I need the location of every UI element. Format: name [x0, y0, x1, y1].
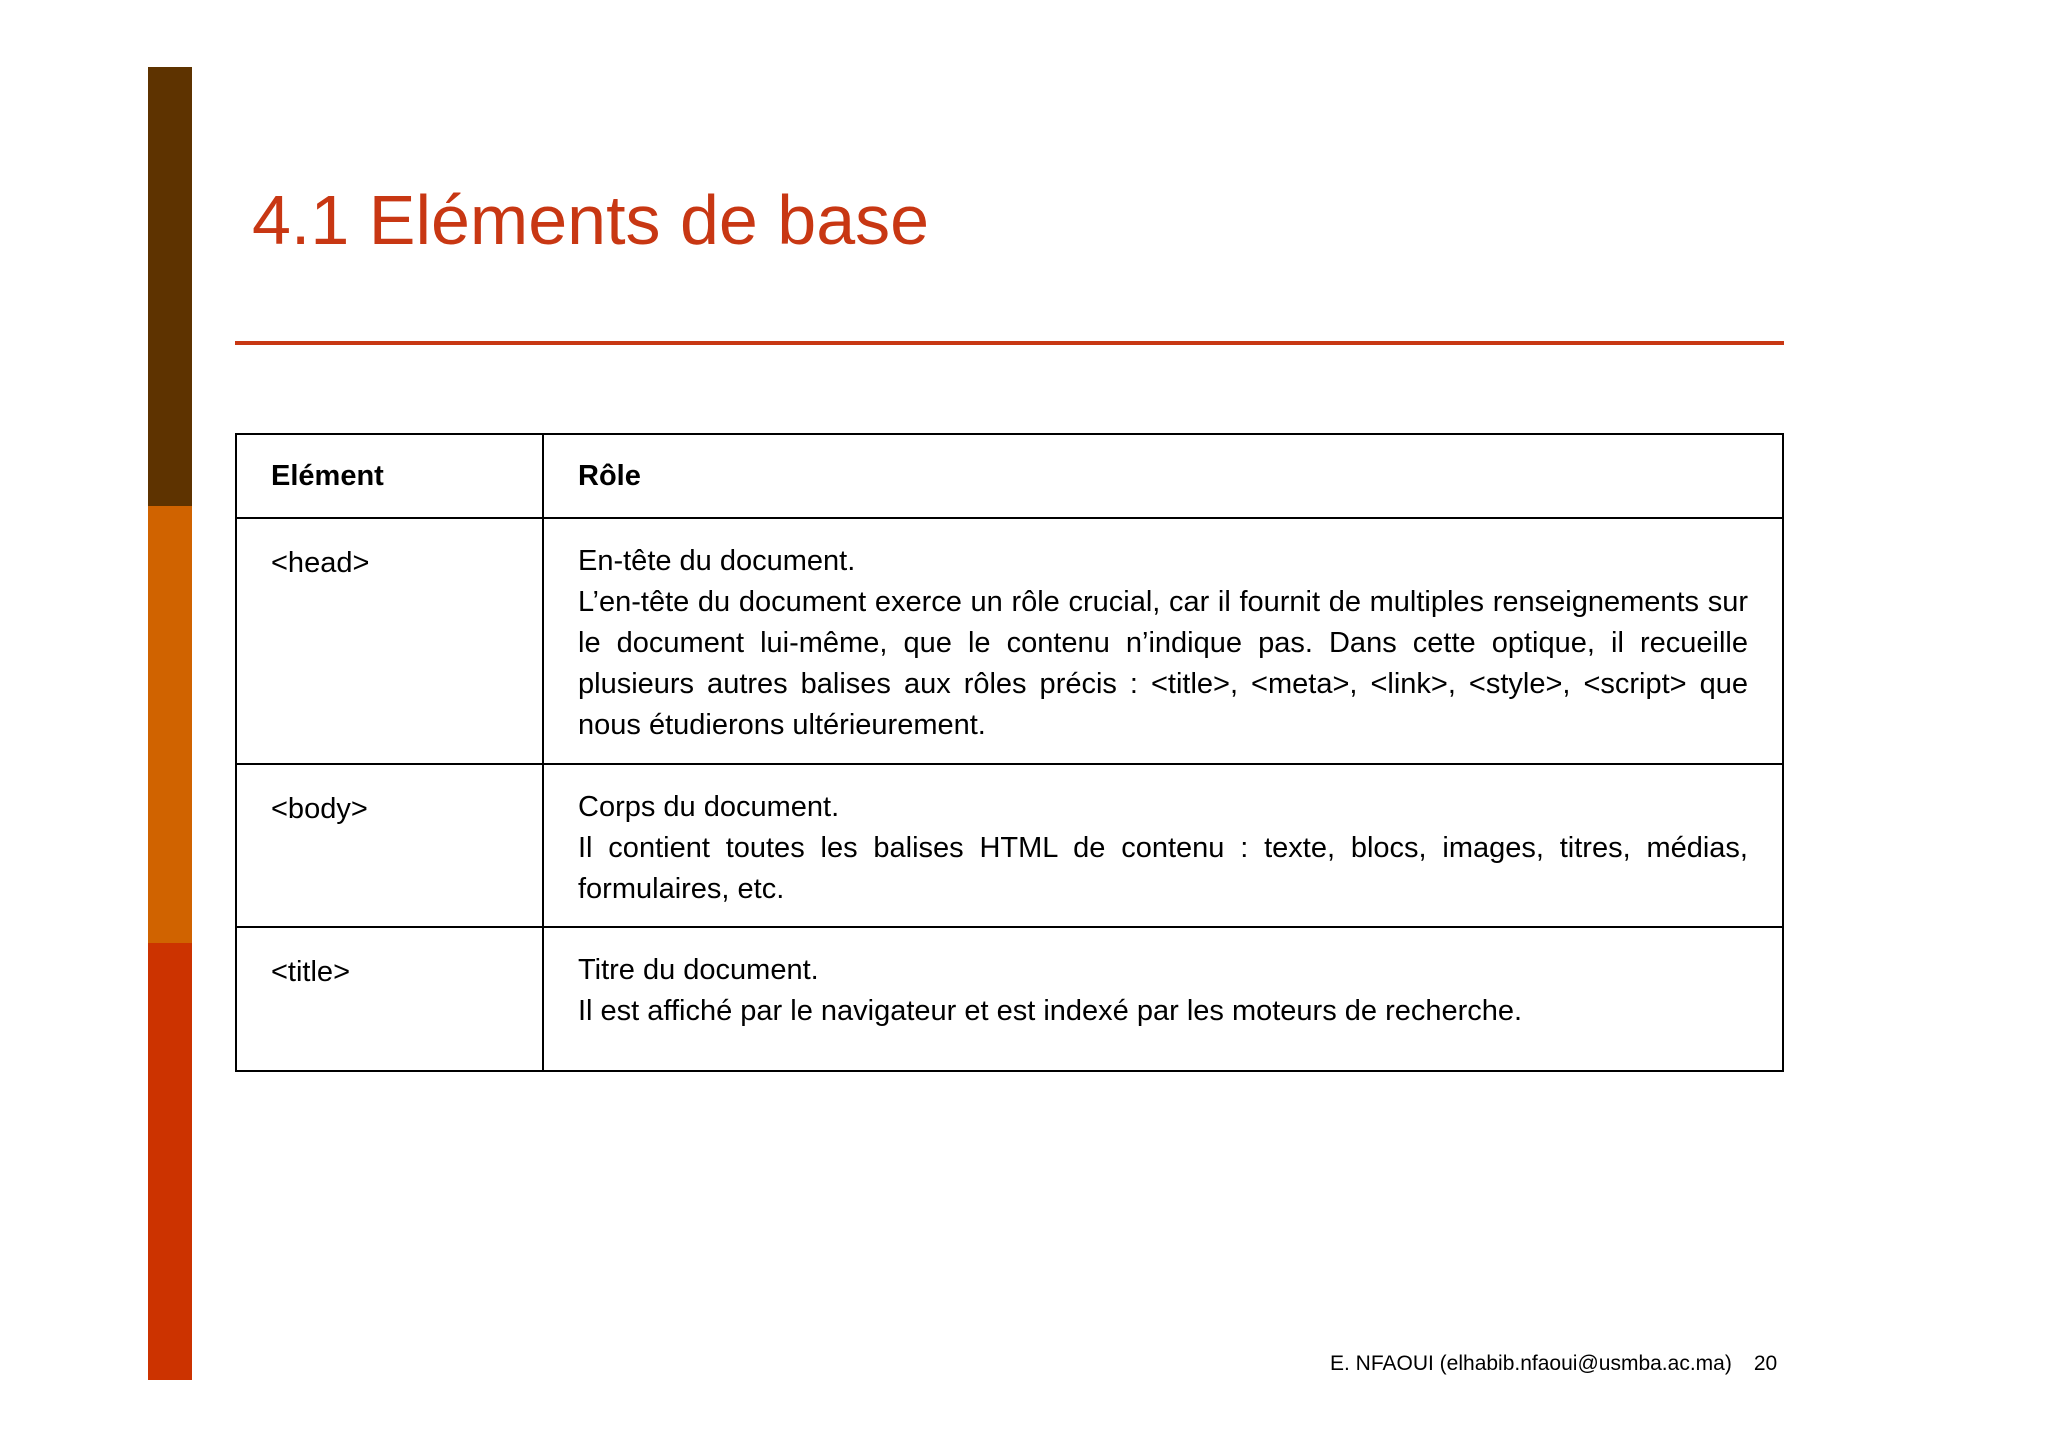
page-number: 20 — [1753, 1352, 1778, 1375]
role-title: En-tête du document. — [578, 545, 856, 577]
footer-author: E. NFAOUI (elhabib.nfaoui@usmba.ac.ma) — [1330, 1352, 1732, 1375]
element-cell — [236, 518, 543, 764]
table-row — [236, 927, 1783, 1071]
role-text: Il contient toutes les balises HTML de contenu : texte, blocs, images, titres, médias, formulaires, etc. — [578, 832, 1748, 905]
title-divider — [235, 341, 1784, 345]
role-title: Corps du document. — [578, 791, 840, 823]
footer — [1330, 1352, 1777, 1376]
element-name: <head> — [271, 547, 370, 579]
role-title: Titre du document. — [578, 954, 819, 986]
header-cell-role — [543, 434, 1783, 518]
role-cell — [543, 518, 1783, 764]
table-row — [236, 518, 1783, 764]
element-name: <body> — [271, 793, 368, 825]
role-cell — [543, 927, 1783, 1071]
header-cell-element — [236, 434, 543, 518]
table-row — [236, 764, 1783, 927]
element-cell — [236, 927, 543, 1071]
table-header-row — [236, 434, 1783, 518]
role-text: Il est affiché par le navigateur et est indexé par les moteurs de recherche. — [578, 995, 1523, 1027]
element-cell — [236, 764, 543, 927]
element-name: <title> — [271, 956, 350, 988]
role-cell — [543, 764, 1783, 927]
side-bar-top — [148, 67, 192, 506]
side-bar-middle — [148, 506, 192, 943]
elements-table — [235, 433, 1784, 1072]
slide-title: 4.1 Eléments de base — [252, 181, 930, 259]
header-element-label: Elément — [271, 459, 384, 492]
role-text: L’en-tête du document exerce un rôle crucial, car il fournit de multiples renseignements sur le document lui-même, que le contenu n’indique pas. Dans cette optique, il recueille plusieurs autres balises aux rôles précis : <title>, <meta>, <link>, <style>, <script> que nous étudierons ultérieurement. — [578, 586, 1748, 741]
side-bar-bottom — [148, 943, 192, 1380]
header-role-label: Rôle — [578, 459, 641, 492]
